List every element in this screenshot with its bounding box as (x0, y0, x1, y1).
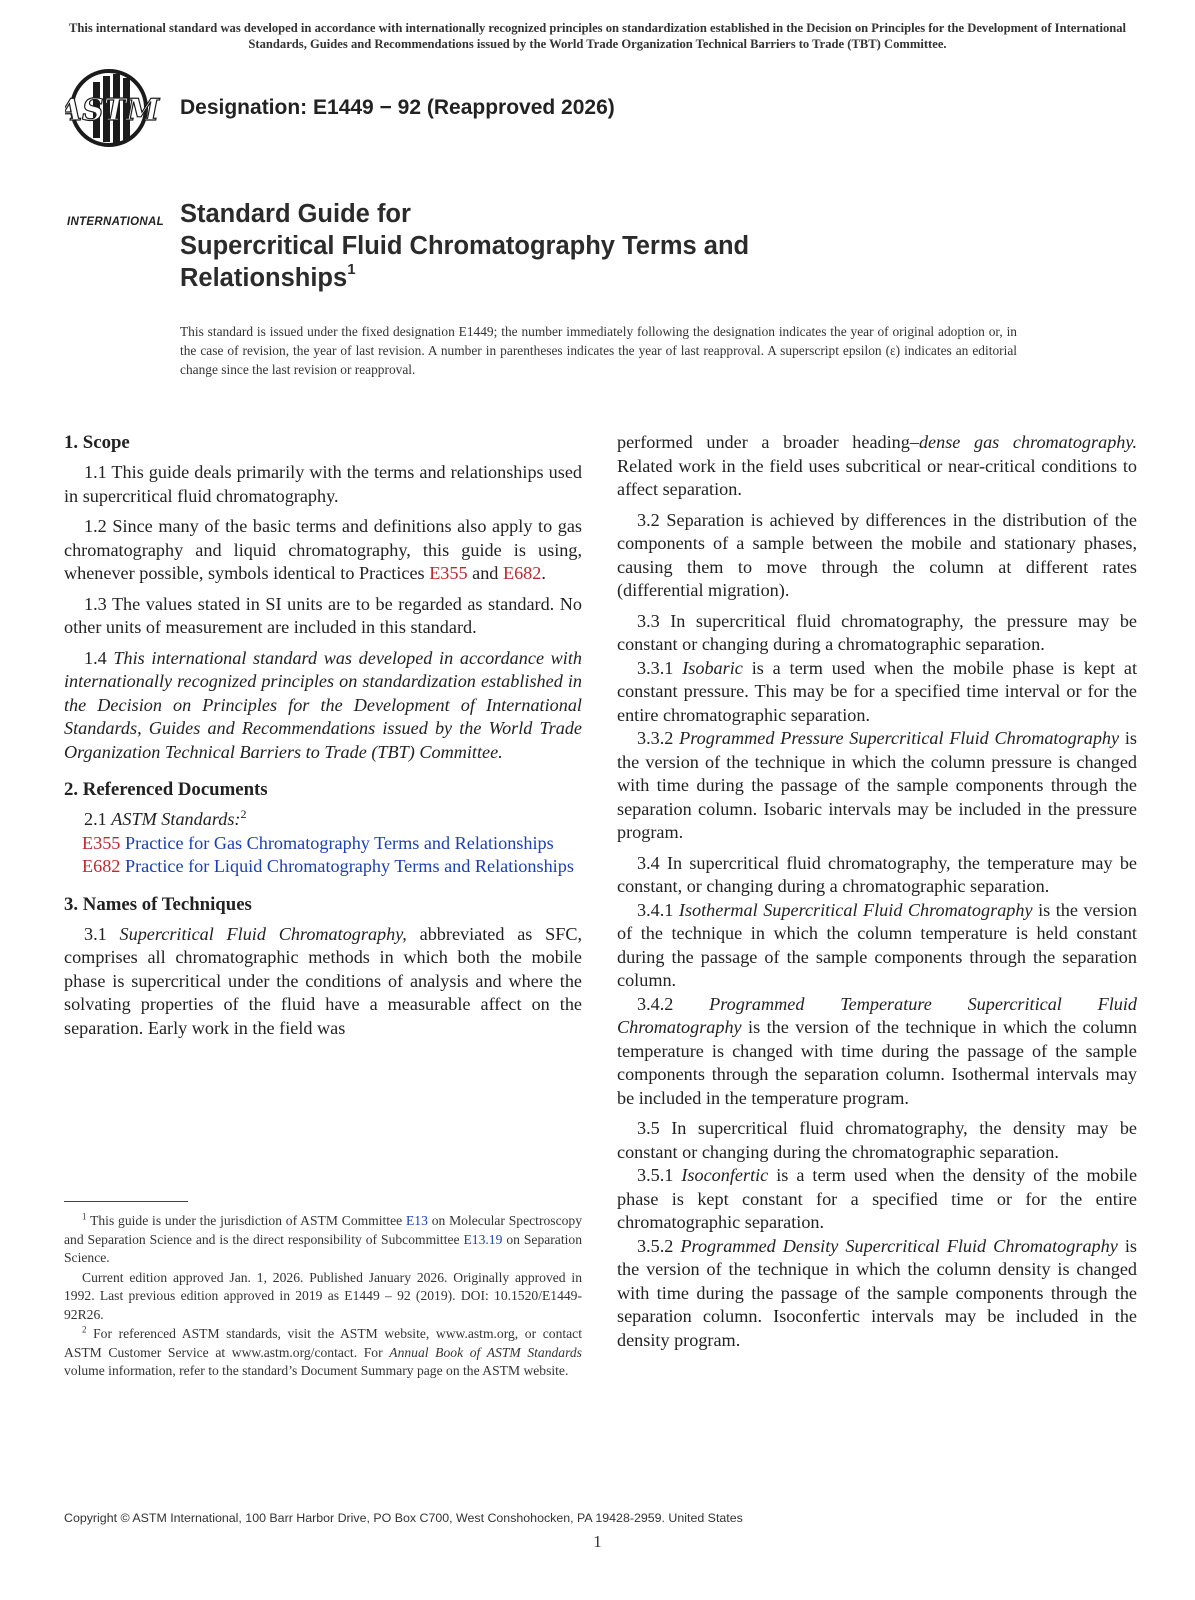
footnote-2-mark: 2 (82, 1324, 87, 1335)
para-3-3: 3.3 In supercritical fluid chromatography, the pressure may be constant or changing during a chromatographic separation. (617, 610, 1137, 654)
para-3-4: 3.4 In supercritical fluid chromatography, the temperature may be constant, or changing during a chromatographic separation. (617, 852, 1137, 896)
ref-e682-title[interactable]: Practice for Liquid Chromatography Terms and Relationships (124, 856, 574, 876)
link-e13[interactable]: E13 (405, 1213, 428, 1228)
para-3-4-2-term: Programmed Temperature Supercritical Fluid Chromatography (617, 993, 1138, 1037)
astm-logo (65, 68, 169, 228)
para-3-4-1 (617, 899, 1137, 993)
para-3-3-1-num: 3.3.1 (637, 657, 674, 678)
para-2-1-text: ASTM Standards: (111, 809, 241, 829)
para-1-4-num: 1.4 (84, 647, 107, 668)
para-3-5-1-num: 3.5.1 (637, 1165, 674, 1185)
title-line-3 (180, 262, 749, 294)
para-2-1-footnote-mark: 2 (240, 806, 247, 821)
footnote-1-mark: 1 (82, 1211, 87, 1222)
footnote-1 (64, 1212, 582, 1268)
link-e13-19[interactable]: E13.19 (463, 1231, 503, 1247)
para-1-4 (64, 647, 582, 765)
para-3-4-2-num: 3.4.2 (637, 993, 674, 1014)
section-2-heading: 2. Referenced Documents (64, 779, 268, 800)
para-3-1-text: abbreviated as SFC, comprises all chromatographic methods in which both the mobile phase is supercritical under the conditions of analysis and where the solvating properties of the fluid have a measurable affect on the separation. Early work in the field was (64, 923, 583, 1038)
para-3-5-2 (617, 1235, 1137, 1353)
ref-e355-title[interactable]: Practice for Gas Chromatography Terms and Relationships (124, 832, 554, 853)
designation: Designation: E1449 − 92 (Reapproved 2026) (180, 96, 615, 119)
para-3-5-1-term: Isoconfertic (681, 1165, 769, 1185)
para-3-3-1-term: Isobaric (682, 657, 743, 678)
copyright: Copyright © ASTM International, 100 Barr Harbor Drive, PO Box C700, West Conshohocken, PA 19428-2959. United States (64, 1511, 743, 1525)
para-1-4-text: This international standard was developed in accordance with internationally recognized principles on standardization established in the Decision on Principles for the Development of International Standards, Guides and Recommendations issued by the World Trade Organization Technical Barriers to Trade (TBT) Committee. (64, 647, 583, 762)
para-3-3-2-text: is the version of the technique in which the column pressure is changed with time during the passage of the sample components through the separation column. Isobaric intervals may be included in the pressure program. (617, 728, 1138, 842)
para-3-3-2-num: 3.3.2 (637, 728, 674, 748)
title-line-2: Supercritical Fluid Chromatography Terms and (180, 232, 750, 260)
para-3-3-1-text: is a term used when the mobile phase is kept at constant pressure. This may be for a specified time interval or for the entire chromatographic separation. (617, 657, 1138, 725)
para-3-1 (64, 923, 582, 1041)
title-line-1: Standard Guide for (180, 200, 411, 228)
para-1-1: 1.1 This guide deals primarily with the terms and relationships used in supercritical fluid chromatography. (64, 462, 582, 506)
para-3-1-cont-text: Related work in the field uses subcritical or near-critical conditions to affect separation. (617, 455, 1137, 499)
para-2-1 (64, 808, 582, 832)
link-e682[interactable]: E682 (502, 563, 542, 583)
para-3-5-2-term: Programmed Density Supercritical Fluid Chromatography (680, 1235, 1118, 1256)
logo-international-text: INTERNATIONAL (67, 216, 164, 228)
ref-e355[interactable] (64, 832, 582, 856)
para-3-3-2-term: Programmed Pressure Supercritical Fluid Chromatography (679, 728, 1120, 748)
footnotes (64, 1212, 582, 1381)
para-3-3-2 (617, 727, 1137, 845)
para-2-1-num: 2.1 (84, 809, 107, 829)
para-3-1-term: Supercritical Fluid Chromatography, (119, 923, 407, 944)
para-3-3-1 (617, 657, 1137, 728)
footnote-2-text-a: For referenced ASTM standards, visit the ASTM website, www.astm.org, or contact ASTM Customer Service at www.astm.org/contact. For (64, 1326, 582, 1360)
para-3-5-2-num: 3.5.2 (637, 1235, 674, 1256)
document-title (180, 198, 749, 294)
para-1-3: 1.3 The values stated in SI units are to be regarded as standard. No other units of measurement are included in this standard. (64, 593, 582, 637)
ref-e682[interactable] (64, 855, 582, 879)
top-notice: This international standard was developed in accordance with internationally recognized principles on standardization established in the Decision on Principles for the Development of International Standards, Guides and Recommendations issued by the World Trade Organization Technical Barriers to Trade (TBT) Committee. (68, 21, 1127, 51)
astm-logo-mark-icon (65, 68, 169, 150)
para-3-4-2 (617, 993, 1137, 1111)
para-3-4-1-num: 3.4.1 (637, 899, 674, 920)
right-column (617, 431, 1137, 1352)
ref-e355-code[interactable]: E355 (82, 832, 121, 853)
para-1-2-text: 1.2 Since many of the basic terms and definitions also apply to gas chromatography and liquid chromatography, this guide is using, whenever possible, symbols identical to Practices (64, 516, 582, 583)
ref-e682-code[interactable]: E682 (82, 856, 121, 876)
footnote-1-text-a: This guide is under the jurisdiction of ASTM Committee (90, 1213, 403, 1228)
section-3-heading: 3. Names of Techniques (64, 893, 252, 915)
title-line-3-text: Relationships (180, 264, 348, 292)
link-e355[interactable]: E355 (429, 563, 468, 583)
para-1-2-and: and (472, 563, 499, 583)
para-3-1-continued (617, 431, 1137, 502)
para-3-5-2-text: is the version of the technique in which the column density is changed with time during the passage of the sample components through the separation column. Isoconfertic intervals may be included in the density program. (617, 1235, 1138, 1350)
para-3-5-1-text: is a term used when the density of the mobile phase is kept constant for a specified time or for the entire chromatographic separation. (617, 1165, 1138, 1232)
para-3-4-1-text: is the version of the technique in which the column temperature is held constant during the passage of the sample components through the separation column. (617, 899, 1137, 990)
footnote-divider (64, 1201, 188, 1202)
para-3-2: 3.2 Separation is achieved by differences in the distribution of the components of a sample between the mobile and stationary phases, causing them to move through the column at different rates (differential migration). (617, 509, 1137, 600)
para-3-1-cont: performed under a broader heading– (617, 432, 919, 452)
para-3-5: 3.5 In supercritical fluid chromatography, the density may be constant or changing during the chromatographic separation. (617, 1118, 1137, 1162)
section-1-heading: 1. Scope (64, 432, 130, 453)
left-column (64, 431, 582, 1040)
para-3-4-2-text: is the version of the technique in which the column temperature is changed with time during the passage of the sample components through the separation column. Isothermal intervals may be included in the temperature program. (617, 1017, 1138, 1108)
footnote-1-text-b: on Molecular Spectroscopy and Separation Science and is the direct responsibility of Subcommittee (64, 1213, 582, 1247)
footnote-1-text-c: on Separation Science. (64, 1231, 582, 1265)
footnote-edition: Current edition approved Jan. 1, 2026. Published January 2026. Originally approved in 1992. Last previous edition approved in 2019 as E1449 – 92 (2019). DOI: 10.1520/E1449-92R26. (64, 1269, 582, 1322)
footnote-2-text-b: volume information, refer to the standard’s Document Summary page on the ASTM website. (64, 1363, 569, 1378)
para-3-4-1-term: Isothermal Supercritical Fluid Chromatography (678, 899, 1033, 920)
page-number: 1 (593, 1532, 602, 1551)
para-3-1-cont-term: dense gas chromatography. (918, 432, 1137, 452)
para-3-1-num: 3.1 (84, 923, 107, 944)
title-footnote-mark: 1 (347, 261, 356, 278)
para-3-5-1 (617, 1164, 1137, 1235)
para-1-2: 1.2 Since many of the basic terms and definitions also apply to gas chromatography and liquid chromatography, this guide is using, whenever possible, symbols identical to Practices E355 and E682. (64, 516, 582, 583)
footnote-2 (64, 1325, 582, 1381)
footnote-2-italic: Annual Book of ASTM Standards (389, 1344, 582, 1360)
svg-text:ASTM: ASTM (65, 93, 160, 128)
issue-note: This standard is issued under the fixed designation E1449; the number immediately following the designation indicates the year of original adoption or, in the case of revision, the year of last revision. A number in parentheses indicates the year of last reapproval. A superscript epsilon (ε) indicates an editorial change since the last revision or reapproval. (180, 324, 1017, 377)
